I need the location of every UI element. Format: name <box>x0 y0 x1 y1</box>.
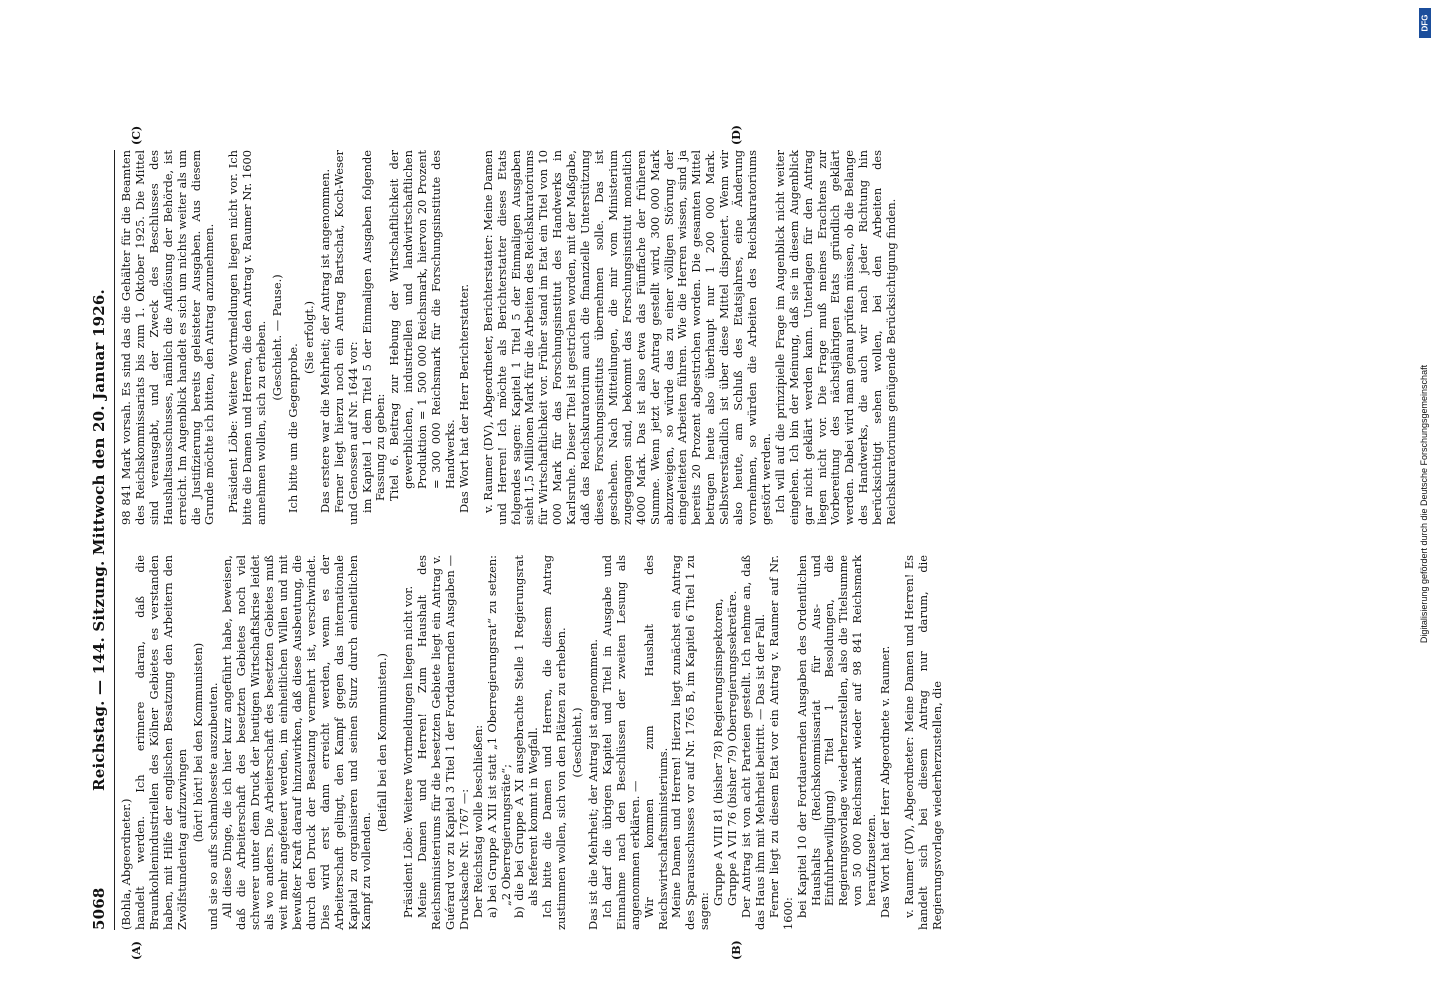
speaker-continuation: (Bohla, Abgeordneter.) <box>119 798 133 930</box>
motion-item: a) bei Gruppe A XII ist statt „1 Oberregierungsrat“ zu setzen: „2 Oberregierungsräte“; <box>484 555 513 918</box>
header-title: Reichstag. — 144. Sitzung. Mittwoch den 20. Januar 1926. <box>90 289 108 791</box>
president-remark: Präsident Löbe: Weitere Wortmeldungen liegen nicht vor. Ich bitte die Damen und Herren, die den Antrag v. Raumer Nr. 1600 annehmen wollen, sich zu erheben. <box>226 150 269 525</box>
motion-item: bei Kapitel 10 der Fortdauernden Ausgaben des Ordentlichen Haushalts (Reichskommissariat für Aus- und Einfuhrbewilligung) Titel 1 Besoldungen, die Regierungsvorlage wiederherzustellen, also die Titelsumme von 50 000 Reichsmark wieder auf 98 841 Reichsmark heraufzusetzen. <box>794 555 879 918</box>
paragraph: Meine Damen und Herren! Hierzu liegt zunächst ein Antrag des Sparausschusses vor auf Nr. 1765 B, im Kapitel 6 Titel 1 zu sagen: <box>669 555 712 930</box>
speaker-paragraph: v. Raumer (DV), Abgeordneter, Berichterstatter: Meine Damen und Herren! Ich möchte als Berichterstatter dieses Etats folgendes sagen: Kapitel 1 Titel 5 der Einmaligen Ausgaben sieht 1,5 Millionen Mark für die Arbeiten des Reichskuratoriums für Wirtschaftlichkeit vor. Früher stand im Etat ein Titel von 10 000 Mark für das Forschungsinstitut des Handwerks in Karlsruhe. Dieser Titel ist gestrichen worden, mit der Maßgabe, daß das Reichskuratorium auch die finanzielle Unterstützung dieses Forschungsinstituts übernehmen solle. Das ist geschehen. Nach Mitteilungen, die mir vom Ministerium zugegangen sind, bekommt das Forschungsinstitut monatlich 4000 Mark. Das ist also etwa das Fünffache der früheren Summe. Wenn jetzt der Antrag gestellt wird, 300 000 Mark abzuzweigen, so würde das zu einer völligen Störung der eingeleiteten Arbeiten führen. Wie die Herren wissen, sind ja bereits 20 Prozent abgestrichen worden. Die gesamten Mittel betragen heute also überhaupt nur 1 200 000 Mark. Selbstverständlich ist über diese Mittel disponiert. Wenn wir also heute, am Schluß des Etatsjahres, eine Änderung vornehmen, so würden die Arbeiten des Reichskuratoriums gestört werden. <box>480 150 773 525</box>
paragraph: Das erstere war die Mehrheit; der Antrag ist angenommen. <box>317 168 332 513</box>
motion-item: Titel 6. Beitrag zur Hebung der Wirtschaftlichkeit der gewerblichen, industriellen und landwirtschaftlichen Produktion = 1 500 000 Reichsmark, hiervon 20 Prozent = 300 000 Reichsmark für die Forschungsinstitute des Handwerks. <box>387 150 457 501</box>
paragraph: Meine Damen und Herren! Zum Haushalt des Reichsministeriums für die besetzten Gebiete liegt ein Antrag v. Guérard vor zu Kapitel 3 Titel 1 der Fortdauernden Ausgaben — Drucksache Nr. 1767 —: <box>415 555 471 930</box>
header-rule <box>114 150 115 930</box>
motion-item: b) die bei Gruppe A XI ausgebrachte Stelle 1 Regierungsrat als Referent kommt in Wegfall. <box>512 555 541 918</box>
margin-mark-c: (C) <box>130 125 143 145</box>
credit-text: Digitalisierung gefördert durch die Deutsche Forschungsgemeinschaft <box>1419 364 1429 644</box>
right-column <box>120 150 899 525</box>
left-column <box>120 555 945 930</box>
paragraph: Das Wort hat der Herr Berichterstatter. <box>456 283 471 513</box>
paragraph: Ich bitte die Damen und Herren, die diesem Antrag zustimmen wollen, sich von den Plätzen zu erheben. <box>540 555 569 930</box>
paragraph: handelt werden. Ich erinnere daran, daß die Braunkohlenindustriellen des Kölner Gebietes es verstanden haben, mit Hilfe der englischen Besatzung den Arbeitern den Zwölfstundentag aufzuzwingen <box>132 555 189 930</box>
dfg-text: DFG <box>1420 14 1430 32</box>
margin-mark-b: (B) <box>730 940 743 960</box>
dfg-logo <box>1419 8 1431 38</box>
paragraph: Der Reichstag wolle beschließen: <box>470 724 485 918</box>
interjection: (Beifall bei den Kommunisten.) <box>375 653 390 832</box>
side-credit <box>1418 14 1430 994</box>
page-header <box>90 150 112 930</box>
president-remark: Präsident Löbe: Weitere Wortmeldungen liegen nicht vor. <box>401 585 416 918</box>
interjection: (Geschieht.) <box>570 707 585 778</box>
interjection: (Geschieht. — Pause.) <box>270 274 285 401</box>
paragraph: All diese Dinge, die ich hier kurz angeführt habe, beweisen, daß die Arbeiterschaft des besetzten Gebietes noch viel schwerer unter dem Druck der heutigen Wirtschaftskrise leidet als wo anders. Die Arbeiterschaft des besetzten Gebietes muß weit mehr angefeuert werden, im einheitlichen Willen und mit bewußter Kraft darauf hinzuwirken, daß diese Ausbeutung, die durch den Druck der Besatzung vermehrt ist, verschwindet. Dies wird erst dann erreicht werden, wenn es der Arbeiterschaft gelingt, den Kampf gegen das internationale Kapital zu organisieren und seinen Sturz durch einheitlichen Kampf zu vollenden. <box>220 555 374 930</box>
paragraph: Das Wort hat der Herr Abgeordnete v. Raumer. <box>878 645 893 918</box>
paragraph: Ferner liegt hierzu noch ein Antrag Bartschat, Koch-Weser und Genossen auf Nr. 1644 vor: <box>331 150 360 525</box>
paragraph: Ich darf die übrigen Kapitel und Titel in Ausgabe und Einnahme nach den Beschlüssen der zweiten Lesung als angenommen erklären. — <box>599 555 642 930</box>
speaker-paragraph: v. Raumer (DV), Abgeordneter: Meine Damen und Herren! Es handelt sich bei diesem Antrag nur darum, die Regierungsvorlage wiederherzustellen, die <box>901 555 944 930</box>
section-heading: Wir kommen zum Haushalt des Reichswirtschaftsministeriums. <box>641 555 670 930</box>
paragraph: Ferner liegt zu diesem Etat vor ein Antrag v. Raumer auf Nr. 1600: <box>766 555 795 930</box>
paragraph: Ich bitte um die Gegenprobe. <box>285 343 300 513</box>
motion-item: im Kapitel 1 dem Titel 5 der Einmaligen Ausgaben folgende Fassung zu geben: <box>359 150 388 513</box>
paragraph: 98 841 Mark vorsah. Es sind das die Gehälter für die Beamten des Reichskommissariats bis zum 1. Oktober 1925. Die Mittel sind verausgabt, und der Zweck des Beschlusses des Haushaltsausschusses, nämlich die Auflösung der Behörde, ist erreicht. Im Augenblick handelt es sich um nichts weiter als um die Justifizierung bereits geleisteter Ausgaben. Aus diesem Grunde möchte ich bitten, den Antrag anzunehmen. <box>119 150 217 525</box>
paragraph: Der Antrag ist von acht Parteien gestellt. Ich nehme an, daß das Haus ihm mit Mehrheit beitritt. — Das ist der Fall. <box>738 555 767 930</box>
paragraph: Ich will auf die prinzipielle Frage im Augenblick nicht weiter eingehen. Ich bin der Meinung, daß sie in diesem Augenblick gar nicht geklärt werden kann. Unterlagen für den Antrag liegen nicht vor. Die Frage muß meines Erachtens zur Vorbereitung des nächstjährigen Etats gründlich geklärt werden. Dabei wird man genau prüfen müssen, ob die Belange des Handwerks, die auch wir nach jeder Richtung hin berücksichtigt sehen wollen, bei den Arbeiten des Reichskuratoriums genügende Berücksichtigung finden. <box>772 150 899 525</box>
margin-mark-a: (A) <box>130 941 143 960</box>
paragraph: und sie so aufs schamloseste auszubeuten. <box>206 682 221 930</box>
margin-mark-d: (D) <box>730 125 743 145</box>
interjection: (hört! hört! bei den Kommunisten) <box>190 642 205 843</box>
motion-item: Gruppe A VIII 81 (bisher 78) Regierungsinspektoren, <box>711 598 726 906</box>
motion-item: Gruppe A VII 76 (bisher 79) Oberregierungssekretäre. <box>725 590 740 906</box>
interjection: (Sie erfolgt.) <box>301 300 316 375</box>
scanned-page <box>90 125 1340 960</box>
page-number: 5068 <box>90 887 108 930</box>
paragraph: Das ist die Mehrheit; der Antrag ist angenommen. <box>586 638 600 930</box>
